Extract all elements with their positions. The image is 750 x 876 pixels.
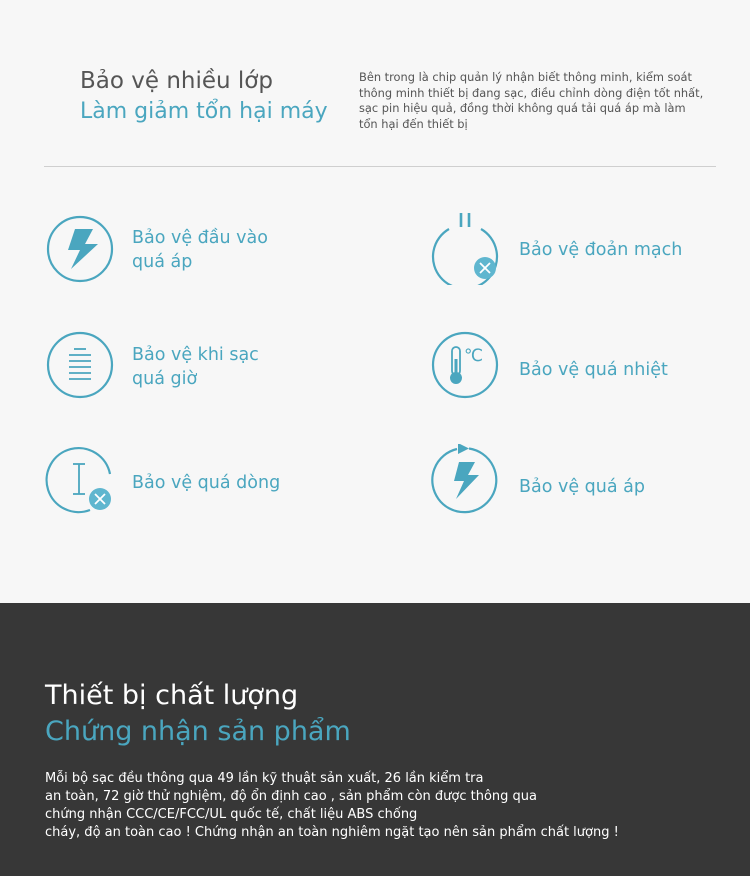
timer-lines-icon xyxy=(44,329,116,401)
feature-label-line: Bảo vệ quá dòng xyxy=(132,473,281,493)
feature-label-line: Bảo vệ đoản mạch xyxy=(519,240,683,260)
quality-title: Thiết bị chất lượng xyxy=(45,680,299,711)
feature-short-circuit xyxy=(519,238,682,262)
feature-label-line: quá áp xyxy=(132,252,193,272)
feature-input-overvoltage xyxy=(132,226,268,274)
feature-label-line: Bảo vệ quá áp xyxy=(519,477,646,497)
current-block-icon xyxy=(44,444,116,516)
quality-description-line: cháy, độ an toàn cao ! Chứng nhận an toàn nghiêm ngặt tạo nên sản phẩm chất lượng ! xyxy=(45,825,619,840)
quality-description xyxy=(45,770,735,842)
protection-title: Bảo vệ nhiều lớp xyxy=(80,68,273,94)
feature-label-line: Bảo vệ đầu vào xyxy=(132,228,268,248)
quality-description-line: chứng nhận CCC/CE/FCC/UL quốc tế, chất liệu ABS chống xyxy=(45,807,418,822)
thermometer-icon xyxy=(429,329,501,401)
feature-overvoltage xyxy=(519,475,645,499)
quality-description-line: Mỗi bộ sạc đều thông qua 49 lần kỹ thuật sản xuất, 26 lần kiểm tra xyxy=(45,771,484,786)
feature-label-line: Bảo vệ quá nhiệt xyxy=(519,360,668,380)
quality-subtitle: Chứng nhận sản phẩm xyxy=(45,716,351,747)
overvoltage-cycle-icon xyxy=(429,444,501,516)
feature-label-line: quá giờ xyxy=(132,369,198,389)
celsius-label: ℃ xyxy=(464,346,484,366)
feature-overtime-charge xyxy=(132,343,259,391)
quality-description-line: an toàn, 72 giờ thử nghiệm, độ ổn định cao , sản phẩm còn được thông qua xyxy=(45,789,537,804)
lightning-icon xyxy=(44,213,116,285)
protection-subtitle: Làm giảm tổn hại máy xyxy=(80,99,328,124)
feature-label-line: Bảo vệ khi sạc xyxy=(132,345,259,365)
divider xyxy=(44,166,716,167)
feature-overcurrent xyxy=(132,471,280,495)
feature-overheat xyxy=(519,358,668,382)
protection-description: Bên trong là chip quản lý nhận biết thông minh, kiểm soát thông minh thiết bị đang sạc, điều chỉnh dòng điện tốt nhất, sạc pin hiệu quả, đồng thời không quá tải quá áp mà làm tổn hại đến thiết bị xyxy=(359,70,704,131)
short-circuit-icon xyxy=(429,213,501,285)
